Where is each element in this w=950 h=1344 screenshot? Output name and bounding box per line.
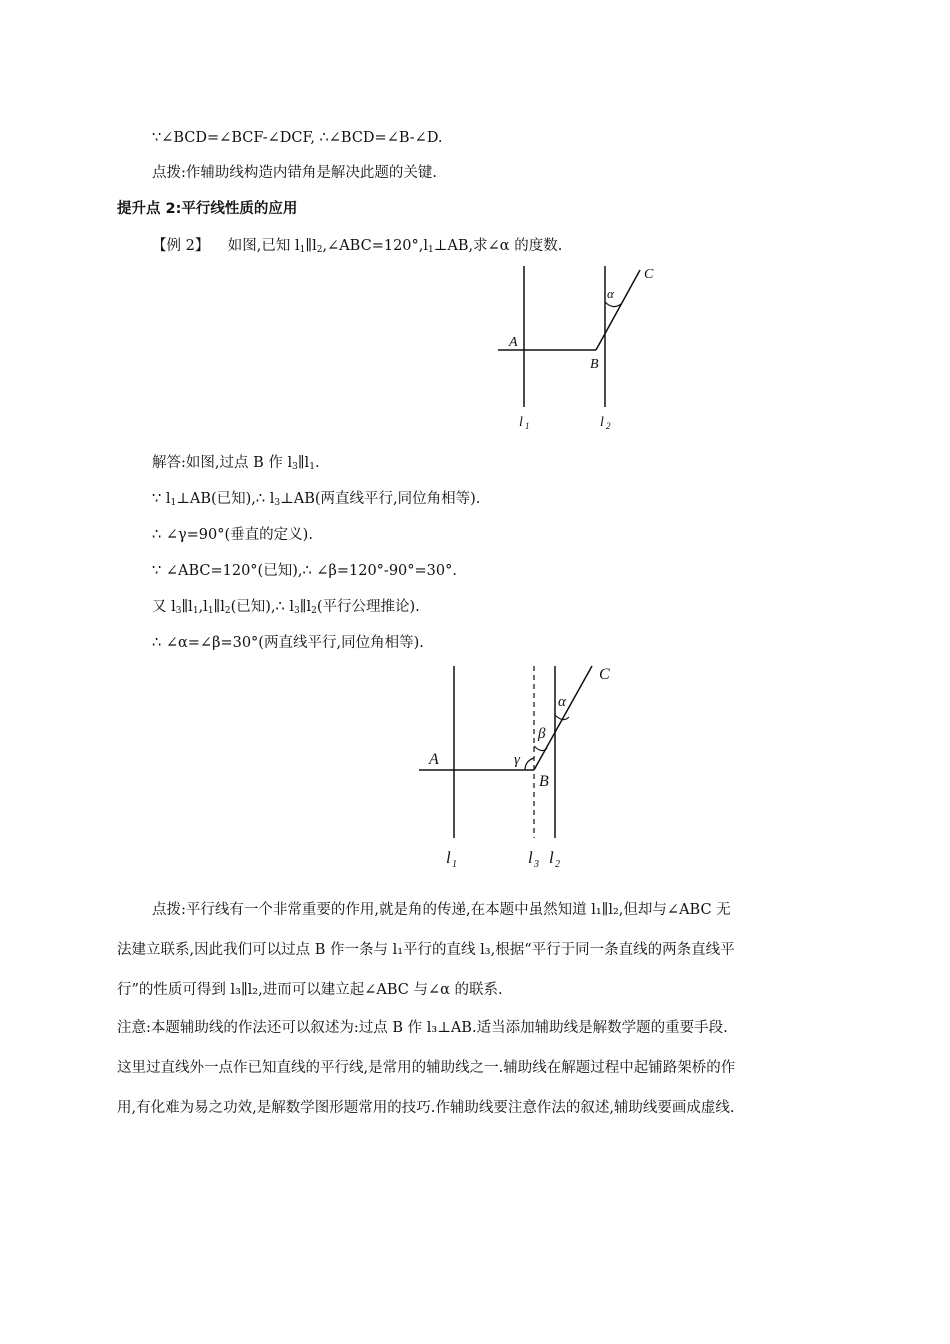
svg-text:1: 1 [452,859,457,870]
note-line-3: 用,有化难为易之功效,是解数学图形题常用的技巧.作辅助线要注意作法的叙述,辅助线要画成虚线. [117,1100,735,1116]
step-1: ∵ $l_1\perp AB$(已知),∴ $l_3\perp AB$(两直线平行,同位角相等). [152,491,481,508]
label-beta: β [538,726,546,742]
figure-2 [415,660,630,875]
label-alpha: α [558,694,566,710]
label-B: B [539,773,549,790]
ray-BC [534,666,592,770]
step-4: 又 $l_3\parallel l_1,l_1\parallel l_2$(已知),∴ $l_3\parallel l_2$(平行公理推论). [152,599,420,616]
svg-text:3: 3 [534,859,539,870]
step-5: ∴ ∠α=∠β=30°(两直线平行,同位角相等). [152,635,424,651]
example-tag: 【例 2】 [152,238,210,254]
tip-paragraph-line-3: 行”的性质可得到 l₃∥l₂,进而可以建立起∠ABC 与∠α 的联系. [117,982,503,998]
alpha-arc [605,302,621,307]
svg-text:1: 1 [525,421,530,431]
example-statement: 【例 2】 如图,已知 $l_1\parallel l_2,\angle ABC=120^\circ,l_1\perp AB$,求∠α 的度数. [152,238,563,255]
tip-paragraph-line-1: 点拨:平行线有一个非常重要的作用,就是角的传递,在本题中虽然知道 l₁∥l₂,但却与∠ABC 无 [152,902,731,918]
tip-paragraph-line-2: 法建立联系,因此我们可以过点 B 作一条与 l₁平行的直线 l₃,根据“平行于同一条直线的两条直线平 [117,942,735,958]
ray-BC [596,270,640,350]
label-l2: l [549,848,554,867]
label-C: C [644,267,654,282]
label-l1: l [446,848,451,867]
note-line-2: 这里过直线外一点作已知直线的平行线,是常用的辅助线之一.辅助线在解题过程中起铺路架桥的作 [117,1060,736,1076]
label-l1: l [519,415,523,430]
figure-1 [490,262,670,437]
step-2: ∴ ∠γ=90°(垂直的定义). [152,527,313,543]
label-l3: l [528,848,533,867]
tip-line-1: 点拨:作辅助线构造内错角是解决此题的关键. [152,165,437,181]
beta-arc [534,746,547,751]
label-l2: l [600,415,604,430]
label-C: C [599,666,610,683]
note-line-1: 注意:本题辅助线的作法还可以叙述为:过点 B 作 l₃⊥AB.适当添加辅助线是解数学题的重要手段. [117,1020,728,1036]
svg-text:2: 2 [555,859,560,870]
label-alpha: α [607,286,614,301]
label-A: A [429,751,439,768]
label-B: B [590,357,599,372]
svg-text:2: 2 [606,421,611,431]
label-gamma: γ [514,752,520,768]
step-3: ∵ ∠ABC=120°(已知),∴ ∠β=120°-90°=30°. [152,563,457,579]
alpha-arc [555,715,569,720]
label-A: A [509,335,518,350]
gamma-arc [525,758,534,770]
answer-line: 解答:如图,过点 B 作 $l_3\parallel l_1$. [152,455,320,472]
section-heading: 提升点 2:平行线性质的应用 [117,201,298,217]
proof-conclusion-line: ∵∠BCD=∠BCF-∠DCF, ∴∠BCD=∠B-∠D. [152,130,443,146]
